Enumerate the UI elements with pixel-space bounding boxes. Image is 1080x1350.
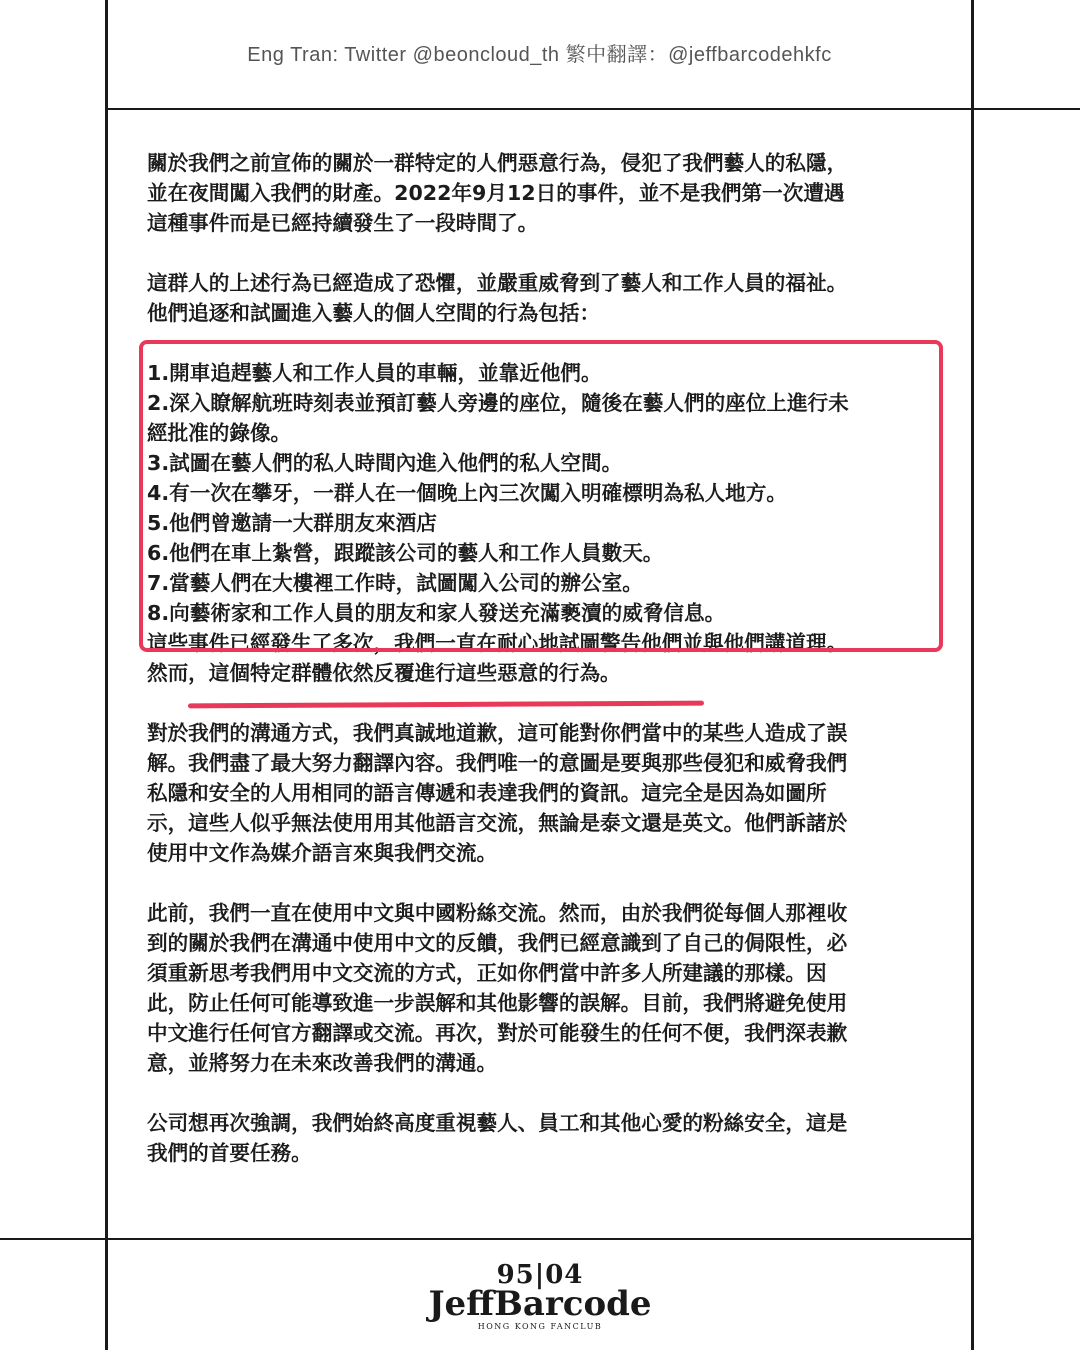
paragraph-line: 這群人的上述行為已經造成了恐懼，並嚴重威脅到了藝人和工作人員的福祉。 [147, 271, 848, 295]
logo-subtitle: HONG KONG FANCLUB [477, 1322, 603, 1331]
paragraph-line: 公司想再次強調，我們始終高度重視藝人、員工和其他心愛的粉絲安全，這是 [147, 1111, 848, 1135]
paragraph-line: 須重新思考我們用中文交流的方式，正如你們當中許多人所建議的那樣。因 [147, 961, 827, 985]
paragraph-line: 示，這些人似乎無法使用用其他語言交流，無論是泰文還是英文。他們訴諸於 [147, 811, 848, 835]
list-item: 8.向藝術家和工作人員的朋友和家人發送充滿褻瀆的威脅信息。 [147, 601, 726, 625]
paragraph-line: 私隱和安全的人用相同的語言傳遞和表達我們的資訊。這完全是因為如圖所 [147, 781, 827, 805]
paragraph-line: 我們的首要任務。 [147, 1141, 312, 1165]
left-border-line [105, 0, 108, 1350]
paragraph-line: 這些事件已經發生了多次，我們一直在耐心地試圖警告他們並與他們講道理。 [147, 631, 848, 655]
footer-divider [0, 1238, 973, 1240]
paragraph-line: 然而，這個特定群體依然反覆進行這些惡意的行為。 [147, 661, 621, 685]
list-item: 1.開車追趕藝人和工作人員的車輛，並靠近他們。 [147, 361, 602, 385]
list-item: 經批准的錄像。 [147, 421, 292, 445]
paragraph-line: 到的關於我們在溝通中使用中文的反饋，我們已經意識到了自己的侷限性，必 [147, 931, 848, 955]
logo-number: 95|04 [496, 1260, 584, 1290]
header-divider [105, 108, 1080, 110]
list-item: 3.試圖在藝人們的私人時間內進入他們的私人空間。 [147, 451, 623, 475]
translation-credit: Eng Tran: Twitter @beoncloud_th 繁中翻譯：@jeffbarcodehkfc [247, 44, 832, 66]
right-border-line [971, 0, 974, 1350]
paragraph-line: 並在夜間闖入我們的財產。2022年9月12日的事件，並不是我們第一次遭遇 [147, 181, 845, 205]
logo-name: JeffBarcode [428, 1284, 652, 1324]
paragraph-line: 對於我們的溝通方式，我們真誠地道歉，這可能對你們當中的某些人造成了誤 [147, 721, 848, 745]
paragraph-line: 他們追逐和試圖進入藝人的個人空間的行為包括： [147, 301, 601, 325]
paragraph-line: 此前，我們一直在使用中文與中國粉絲交流。然而，由於我們從每個人那裡收 [147, 901, 848, 925]
highlight-box [139, 340, 943, 652]
paragraph-line: 關於我們之前宣佈的關於一群特定的人們惡意行為，侵犯了我們藝人的私隱， [147, 151, 848, 175]
paragraph-line: 解。我們盡了最大努力翻譯內容。我們唯一的意圖是要與那些侵犯和威脅我們 [147, 751, 848, 775]
list-item: 2.深入瞭解航班時刻表並預訂藝人旁邊的座位，隨後在藝人們的座位上進行未 [147, 391, 849, 415]
paragraph-line: 中文進行任何官方翻譯或交流。再次，對於可能發生的任何不便，我們深表歉 [147, 1021, 848, 1045]
list-item: 4.有一次在攀牙，一群人在一個晚上內三次闖入明確標明為私人地方。 [147, 481, 787, 505]
paragraph-line: 意，並將努力在未來改善我們的溝通。 [147, 1051, 498, 1075]
fanclub-logo [400, 1262, 680, 1332]
paragraph-line: 此，防止任何可能導致進一步誤解和其他影響的誤解。目前，我們將避免使用 [147, 991, 848, 1015]
paragraph-line: 這種事件而是已經持續發生了一段時間了。 [147, 211, 539, 235]
statement-body [147, 148, 937, 1168]
list-item: 7.當藝人們在大樓裡工作時，試圖闖入公司的辦公室。 [147, 571, 643, 595]
paragraph-line: 使用中文作為媒介語言來與我們交流。 [147, 841, 498, 865]
list-item: 6.他們在車上紮營，跟蹤該公司的藝人和工作人員數天。 [147, 541, 664, 565]
list-item: 5.他們曾邀請一大群朋友來酒店 [147, 511, 437, 535]
